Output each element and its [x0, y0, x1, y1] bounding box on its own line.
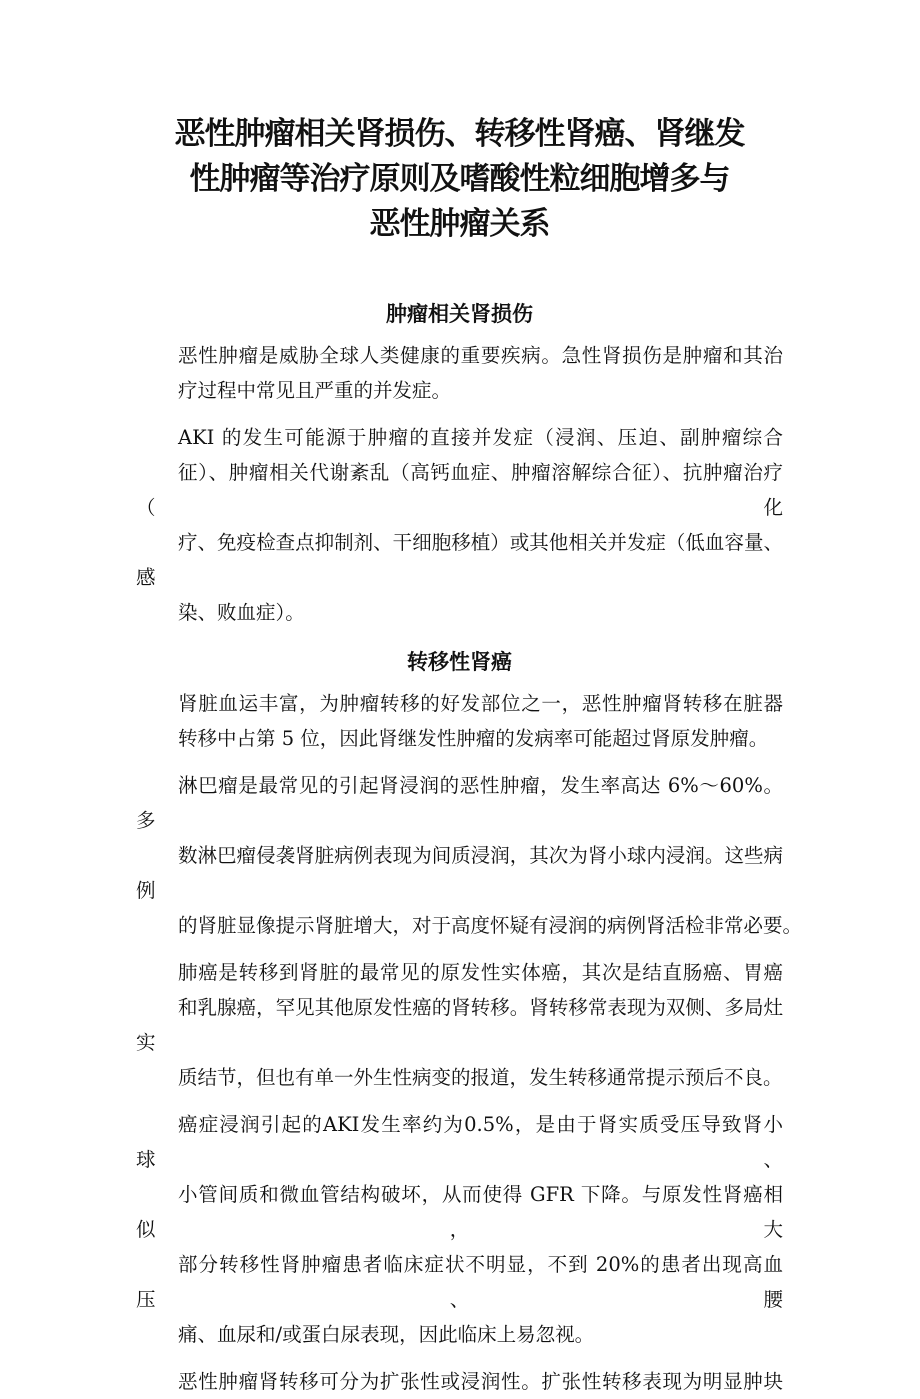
text-line: 疗过程中常见且严重的并发症。 — [178, 379, 452, 402]
section-heading-tumor-related-kidney-injury: 肿瘤相关肾损伤 — [386, 302, 533, 326]
paragraph — [136, 1107, 783, 1352]
paragraph — [136, 1364, 783, 1399]
text-line: 的肾脏显像提示肾脏增大，对于高度怀疑有浸润的病例肾活检非常必要。 — [178, 914, 803, 937]
text-line: AKI 的发生可能源于肿瘤的直接并发症（浸润、压迫、副肿瘤综合 — [178, 426, 783, 449]
text-line: 数淋巴瘤侵袭肾脏病例表现为间质浸润，其次为肾小球内浸润。这些病例 — [136, 844, 783, 902]
text-line: 恶性肿瘤是威胁全球人类健康的重要疾病。急性肾损伤是肿瘤和其治 — [178, 344, 783, 367]
title-line-3: 恶性肿瘤关系 — [369, 206, 550, 242]
text-line: 小管间质和微血管结构破坏，从而使得 GFR 下降。与原发性肾癌相似，大 — [136, 1183, 783, 1241]
title-line-2: 性肿瘤等治疗原则及嗜酸性粒细胞增多与 — [189, 161, 730, 197]
text-line: 肾脏血运丰富，为肿瘤转移的好发部位之一，恶性肿瘤肾转移在脏器 — [178, 692, 783, 715]
text-line: 恶性肿瘤肾转移可分为扩张性或浸润性。扩张性转移表现为明显肿块 — [178, 1370, 783, 1393]
text-line: 淋巴瘤是最常见的引起肾浸润的恶性肿瘤，发生率高达 6%～60%。多 — [136, 774, 783, 832]
text-line: 和乳腺癌，罕见其他原发性癌的肾转移。肾转移常表现为双侧、多局灶实 — [136, 996, 783, 1054]
paragraph — [136, 420, 783, 630]
paragraph — [136, 338, 783, 408]
text-line: 部分转移性肾肿瘤患者临床症状不明显，不到 20%的患者出现高血压、腰 — [136, 1253, 783, 1311]
text-line: 疗、免疫检查点抑制剂、干细胞移植）或其他相关并发症（低血容量、感 — [136, 531, 783, 589]
text-line: 征）、肿瘤相关代谢紊乱（高钙血症、肿瘤溶解综合征）、抗肿瘤治疗（化 — [136, 461, 783, 519]
text-line: 质结节，但也有单一外生性病变的报道，发生转移通常提示预后不良。 — [178, 1066, 783, 1089]
text-line: 转移中占第 5 位，因此肾继发性肿瘤的发病率可能超过肾原发肿瘤。 — [178, 727, 769, 750]
document-title — [136, 112, 783, 247]
paragraph — [136, 768, 803, 943]
section-heading-metastatic-kidney-cancer: 转移性肾癌 — [407, 650, 512, 674]
text-line: 痛、血尿和/或蛋白尿表现，因此临床上易忽视。 — [178, 1323, 595, 1346]
title-line-1: 恶性肿瘤相关肾损伤、转移性肾癌、肾继发 — [174, 116, 745, 152]
text-line: 肺癌是转移到肾脏的最常见的原发性实体癌，其次是结直肠癌、胃癌 — [178, 961, 783, 984]
paragraph — [136, 955, 783, 1095]
text-line: 癌症浸润引起的AKI发生率约为0.5%，是由于肾实质受压导致肾小球、 — [136, 1113, 783, 1171]
text-line: 染、败血症）。 — [178, 601, 305, 624]
paragraph — [136, 686, 783, 756]
